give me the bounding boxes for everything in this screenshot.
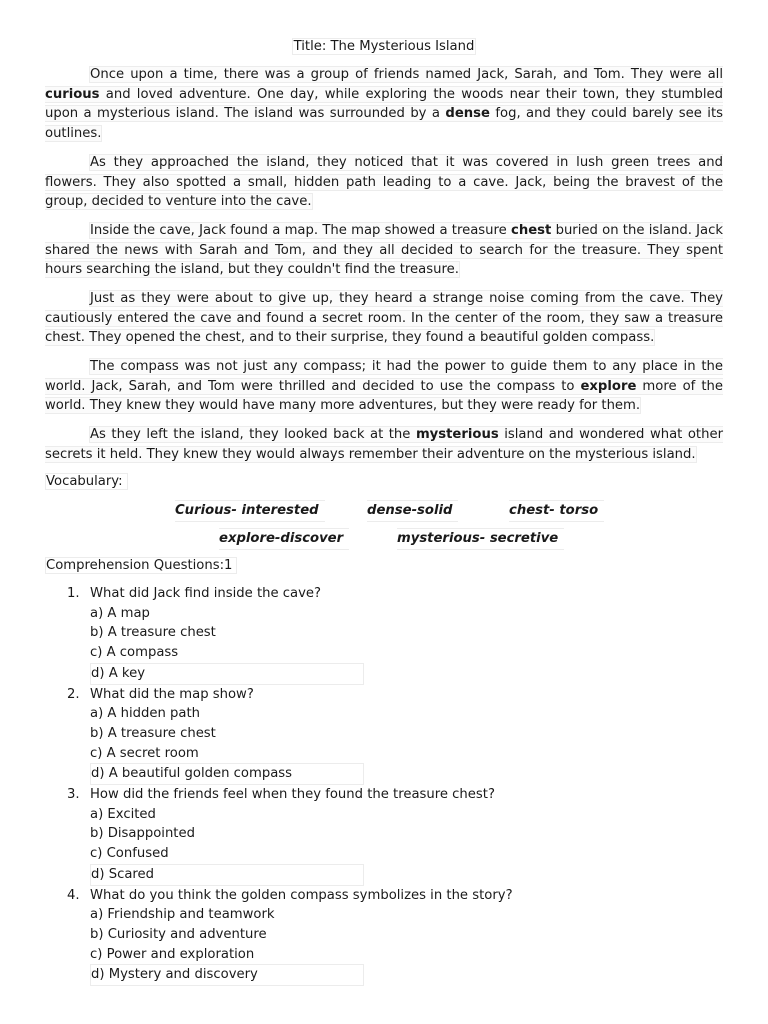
- story-paragraph-5: [45, 357, 723, 416]
- text-run: Once upon a time, there was a group of friends named Jack, Sarah, and Tom. They were all: [90, 67, 723, 82]
- question-number: 4.: [67, 887, 80, 903]
- answer-option: c) A secret room: [90, 745, 199, 761]
- answer-option: c) A compass: [90, 645, 179, 661]
- answer-option: c) Confused: [90, 846, 169, 862]
- paragraph-text: [45, 291, 723, 345]
- answer-option: b) A treasure chest: [90, 725, 216, 741]
- paragraph-text: [45, 359, 723, 413]
- answer-option: b) Curiosity and adventure: [90, 926, 267, 942]
- question-item: [45, 584, 735, 685]
- question-text: [90, 785, 735, 805]
- question-item: [45, 886, 735, 987]
- vocabulary-label: Vocabulary:: [45, 473, 128, 490]
- question-number: 1.: [67, 586, 80, 601]
- vocab-word-chest: chest- torso: [509, 500, 604, 522]
- answer-option: a) Excited: [90, 806, 156, 822]
- bold-vocab-word: explore: [580, 378, 637, 394]
- question-text-value: What did Jack find inside the cave?: [90, 586, 322, 601]
- text-run: and loved adventure. One day, while exploring the woods near their town, they stumbled upon a mysterious island. The island was surrounded by a: [45, 86, 723, 122]
- question-list: [45, 584, 735, 986]
- text-run: more of the world. They knew they would have many more adventures, but they were ready for them.: [45, 378, 723, 414]
- text-run: fog, and they could barely see its outlines.: [45, 106, 724, 142]
- answer-option: d) Scared: [90, 864, 364, 886]
- answer-option: a) A map: [90, 605, 150, 621]
- answer-option: b) Disappointed: [90, 826, 195, 842]
- question-text-value: What did the map show?: [90, 686, 254, 702]
- paragraph-text: [45, 427, 723, 462]
- answer-option: d) A beautiful golden compass: [90, 763, 364, 785]
- question-text: [90, 886, 735, 906]
- bold-vocab-word: mysterious: [415, 427, 499, 442]
- question-number: 2.: [67, 686, 80, 702]
- question-text-value: What do you think the golden compass symbolizes in the story?: [90, 887, 513, 903]
- answer-option: a) A hidden path: [90, 706, 201, 722]
- title-text: Title: The Mysterious Island: [293, 39, 475, 54]
- story-paragraph-6: [45, 425, 723, 464]
- comprehension-heading: [45, 556, 237, 576]
- bold-vocab-word: chest: [511, 223, 552, 238]
- vocab-word-explore: explore-discover: [219, 528, 349, 550]
- question-text-value: How did the friends feel when they found the treasure chest?: [90, 787, 495, 803]
- bold-vocab-word: curious: [45, 86, 100, 102]
- text-run: As they left the island, they looked back at the: [90, 427, 416, 442]
- document-title: [0, 37, 768, 57]
- comprehension-label: Comprehension Questions:1: [45, 557, 237, 574]
- answer-option: d) Mystery and discovery: [90, 964, 364, 986]
- question-number: 3.: [67, 787, 80, 803]
- vocab-word-dense: dense-solid: [367, 500, 458, 522]
- question-item: [45, 785, 735, 886]
- answer-option: d) A key: [90, 663, 364, 685]
- text-run: The compass was not just any compass; it had the power to guide them to any place in the world. Jack, Sarah, and Tom were thrilled and decided to use the compass to: [45, 359, 723, 394]
- story-paragraph-2: [45, 153, 723, 212]
- answer-option: c) Power and exploration: [90, 946, 255, 962]
- vocab-word-mysterious: mysterious- secretive: [397, 528, 564, 550]
- text-run: buried on the island. Jack shared the news with Sarah and Tom, and they all decided to search for the treasure. They spent hours searching the island, but they couldn't find the treasure.: [45, 223, 723, 278]
- story-paragraph-3: [45, 221, 723, 280]
- answer-option: a) Friendship and teamwork: [90, 907, 275, 923]
- story-paragraph-1: [45, 65, 723, 144]
- story-paragraph-4: [45, 289, 723, 348]
- text-run: As they approached the island, they noticed that it was covered in lush green trees and flowers. They also spotted a small, hidden path leading to a cave. Jack, being the bravest of the group, decided to venture into the cave.: [45, 155, 723, 210]
- vocab-word-curious: Curious- interested: [175, 500, 325, 522]
- text-run: island and wondered what other secrets it held. They knew they would always remember their adventure on the mysterious island.: [45, 427, 723, 462]
- paragraph-text: [45, 67, 723, 141]
- answer-option: b) A treasure chest: [90, 625, 216, 641]
- paragraph-text: [45, 223, 723, 277]
- text-run: Inside the cave, Jack found a map. The map showed a treasure: [90, 223, 512, 238]
- text-run: Just as they were about to give up, they heard a strange noise coming from the cave. They cautiously entered the cave and found a secret room. In the center of the room, they saw a treasure chest. They opened the chest, and to their surprise, they found a beautiful golden compass.: [45, 291, 723, 346]
- bold-vocab-word: dense: [445, 106, 490, 122]
- vocabulary-heading: [45, 472, 128, 492]
- question-item: [45, 685, 735, 786]
- paragraph-text: [45, 155, 723, 209]
- question-text: [90, 685, 735, 705]
- question-text: [90, 584, 735, 604]
